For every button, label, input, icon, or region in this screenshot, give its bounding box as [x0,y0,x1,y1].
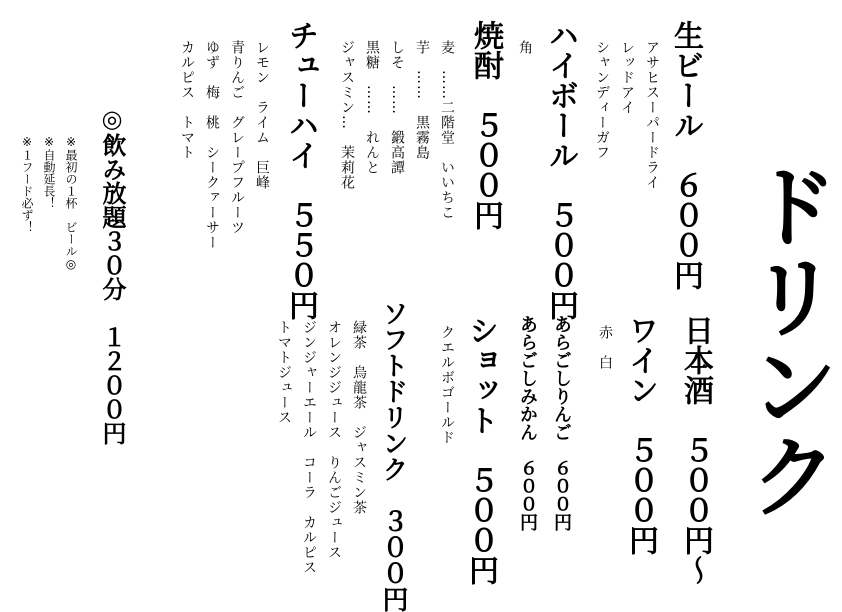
beer-item: アサヒスーパードライ [644,40,660,190]
shochu-item: 黒糖 …… れんと [364,40,380,175]
chuhai-item: ゆず 梅 桃 シークァーサー [204,40,220,250]
chuhai-item: 青りんご グレープフルーツ [229,40,245,235]
aragoshi-mikan: あらごしみかん ６００円 [517,315,538,531]
chuhai-item: カルピス トマト [179,40,195,160]
page-title: ドリンク [733,160,838,520]
chuhai-heading: チューハイ ５５０円 [283,20,318,320]
wine-item: 赤 白 [597,325,613,370]
nomihodai-note: ※自動延長！ [42,135,56,209]
shochu-item: 麦 ……二階堂 いいちこ [439,40,455,220]
aragoshi-apple: あらごしりんご ６００円 [551,315,572,531]
nomihodai-heading: ◎飲み放題３０分 １２００円 [98,105,126,445]
nomihodai-note: ※１フード必ず！ [20,135,34,233]
nomihodai-note: ※最初の１杯 ビール◎ [64,135,78,271]
softdrink-item: ジンジャーエール コーラ カルピス [301,320,317,575]
chuhai-item: レモン ライム 巨峰 [254,40,270,190]
shochu-heading: 焼酎 ５００円 [468,20,503,230]
shochu-item: 芋 …… 黒霧島 [414,40,430,160]
shochu-item: しそ …… 鍛高譚 [389,40,405,175]
highball-item: 角 [517,40,533,55]
softdrink-item: オレンジジュース りんごジュース [326,320,342,560]
shot-heading: ショット ５００円 [463,315,498,585]
beer-heading: 生ビール ６００円 [668,20,703,290]
beer-item: レッドアイ [619,40,635,115]
wine-heading: ワイン ５００円 [623,315,658,555]
shot-item: クエルボゴールド [439,325,455,445]
softdrink-heading: ソフトドリンク ３００円 [378,300,408,612]
beer-item: シャンディーガフ [594,40,610,160]
highball-heading: ハイボール ５００円 [543,20,578,320]
softdrink-item: 緑茶 烏龍茶 ジャスミン茶 [351,320,367,515]
sake-heading: 日本酒 ５００円〜 [678,315,713,585]
softdrink-item: トマトジュース [276,320,292,425]
shochu-item: ジャスミン… 茉莉花 [339,40,355,190]
